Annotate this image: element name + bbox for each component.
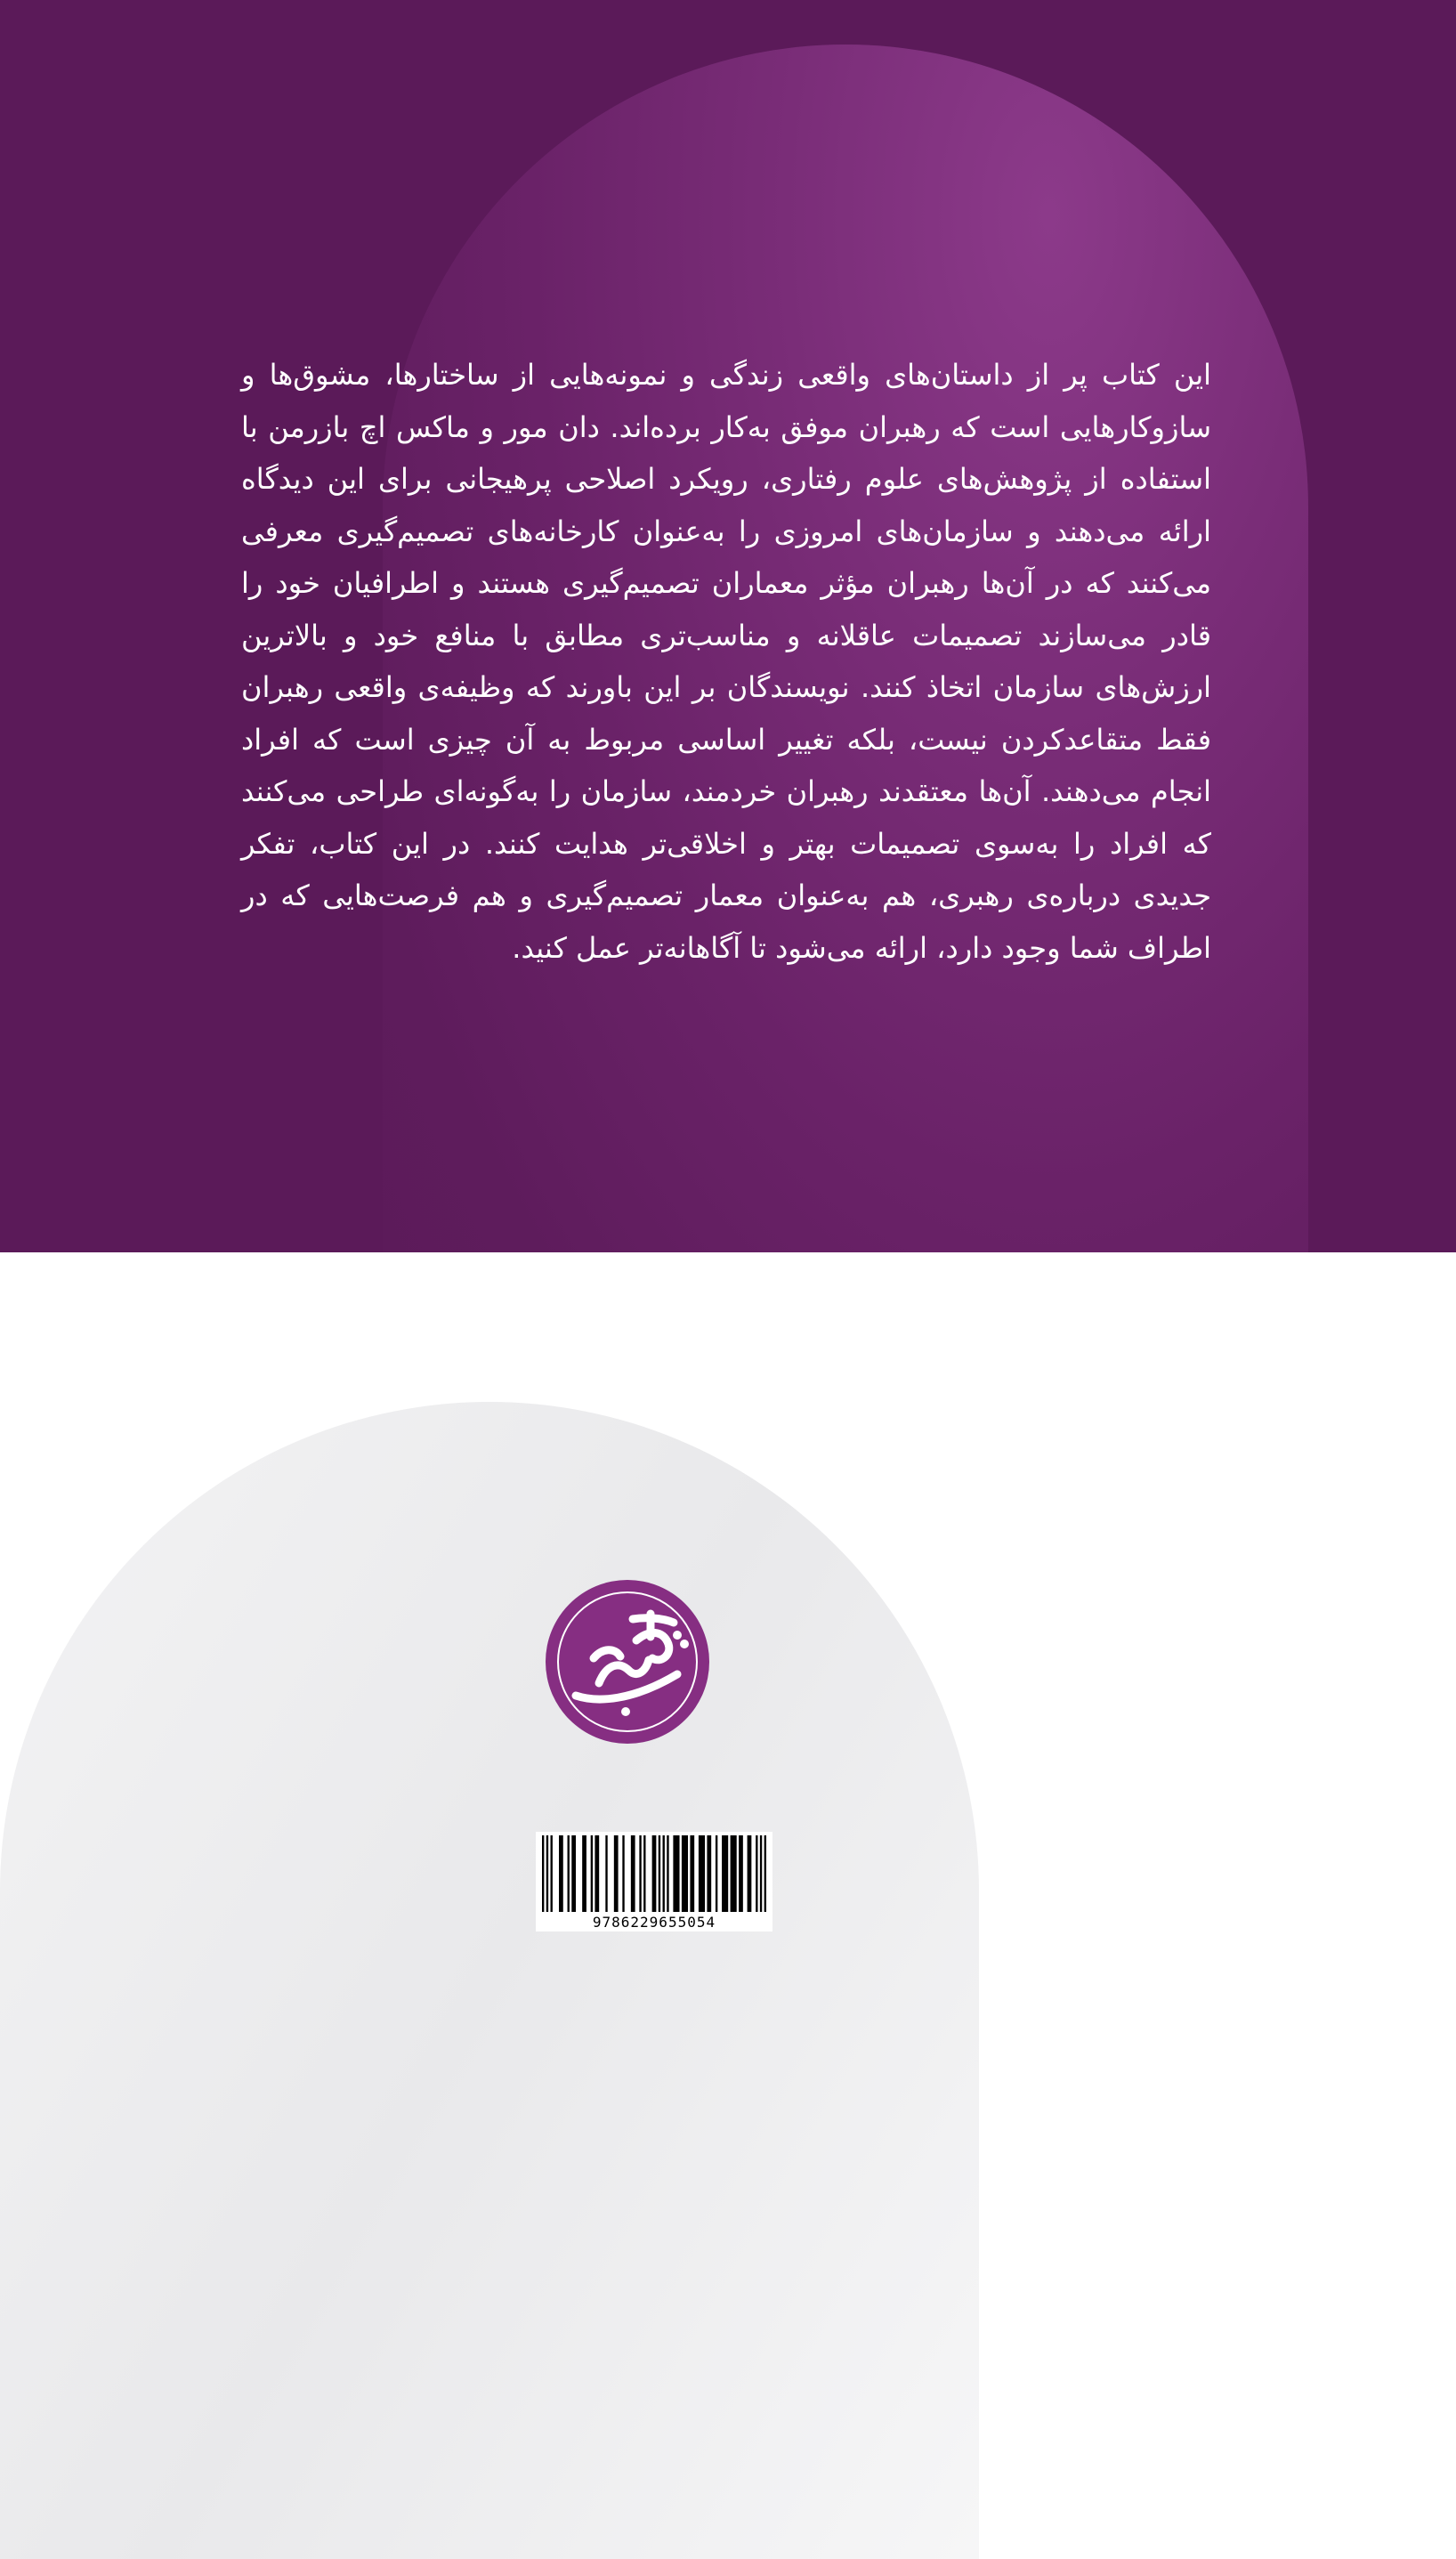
barcode-bar [652,1835,657,1912]
barcode-bar [731,1835,737,1912]
isbn-number: 9786229655054 [592,1914,716,1931]
barcode-bar [667,1835,668,1912]
barcode-bar [542,1835,544,1912]
barcode-bar [591,1835,593,1912]
barcode-bar [595,1835,599,1912]
barcode-bar [614,1835,619,1912]
barcode-bar [551,1835,553,1912]
decorative-arch-light [0,1402,979,2559]
barcode-bar [605,1835,607,1912]
book-description: این کتاب پر از داستان‌های واقعی زندگی و نمونه‌هایی از ساختارها، مشوق‌ها و سازوکارهایی است که رهبران موفق به‌کار برده‌اند. دان مور و ماکس اچ بازرمن با استفاده از پژوهش‌های علوم رفتاری، رویکرد اصلاحی پرهیجانی برای این دیدگاه ارائه می‌دهند و سازمان‌های امروزی را به‌عنوان کارخانه‌های تصمیم‌گیری معرفی می‌کنند که در آن‌ها رهبران مؤثر معماران تصمیم‌گیری هستند و اطرافیان خود را قادر می‌سازند تصمیمات عاقلانه و مناسب‌تری مطابق با منافع خود و بالاترین ارزش‌های سازمان اتخاذ کنند. نویسندگان بر این باورند که وظیفه‌ی واقعی رهبران فقط متقاعدکردن نیست، بلکه تغییر اساسی مربوط به آن چیزی است که افراد انجام می‌دهند. آن‌ها معتقدند رهبران خردمند، سازمان را به‌گونه‌ای طراحی می‌کنند که افراد را به‌سوی تصمیمات بهتر و اخلاقی‌تر هدایت کنند. در این کتاب، تفکر جدیدی درباره‌ی رهبری، هم به‌عنوان معمار تصمیم‌گیری و هم فرصت‌هایی که در اطراف شما وجود دارد، ارائه می‌شود تا آگاهانه‌تر عمل کنید. [241,358,1211,965]
barcode-bar [663,1835,665,1912]
barcode-bar [739,1835,743,1912]
barcode-bar [582,1835,586,1912]
barcode-bar [622,1835,624,1912]
barcode-bar [639,1835,641,1912]
barcode-bars [536,1832,772,1914]
barcode-bar [571,1835,576,1912]
barcode-bar [756,1835,757,1912]
barcode-bar [707,1835,711,1912]
barcode-bar [760,1835,762,1912]
barcode-bar [716,1835,717,1912]
barcode-bar [748,1835,752,1912]
barcode-bar [659,1835,660,1912]
barcode-bar [546,1835,548,1912]
publisher-logo [544,1578,711,1745]
barcode-bar [643,1835,645,1912]
barcode-bar [722,1835,728,1912]
barcode-bar [631,1835,635,1912]
barcode-bar [682,1835,688,1912]
barcode-bar [559,1835,563,1912]
barcode-bar [699,1835,705,1912]
barcode-bar [690,1835,694,1912]
barcode-bar [764,1835,766,1912]
barcode-bar [673,1835,679,1912]
back-cover-top-panel [0,0,1456,1252]
barcode [536,1832,772,1931]
barcode-bar [568,1835,570,1912]
publisher-logo-circle [546,1580,709,1744]
